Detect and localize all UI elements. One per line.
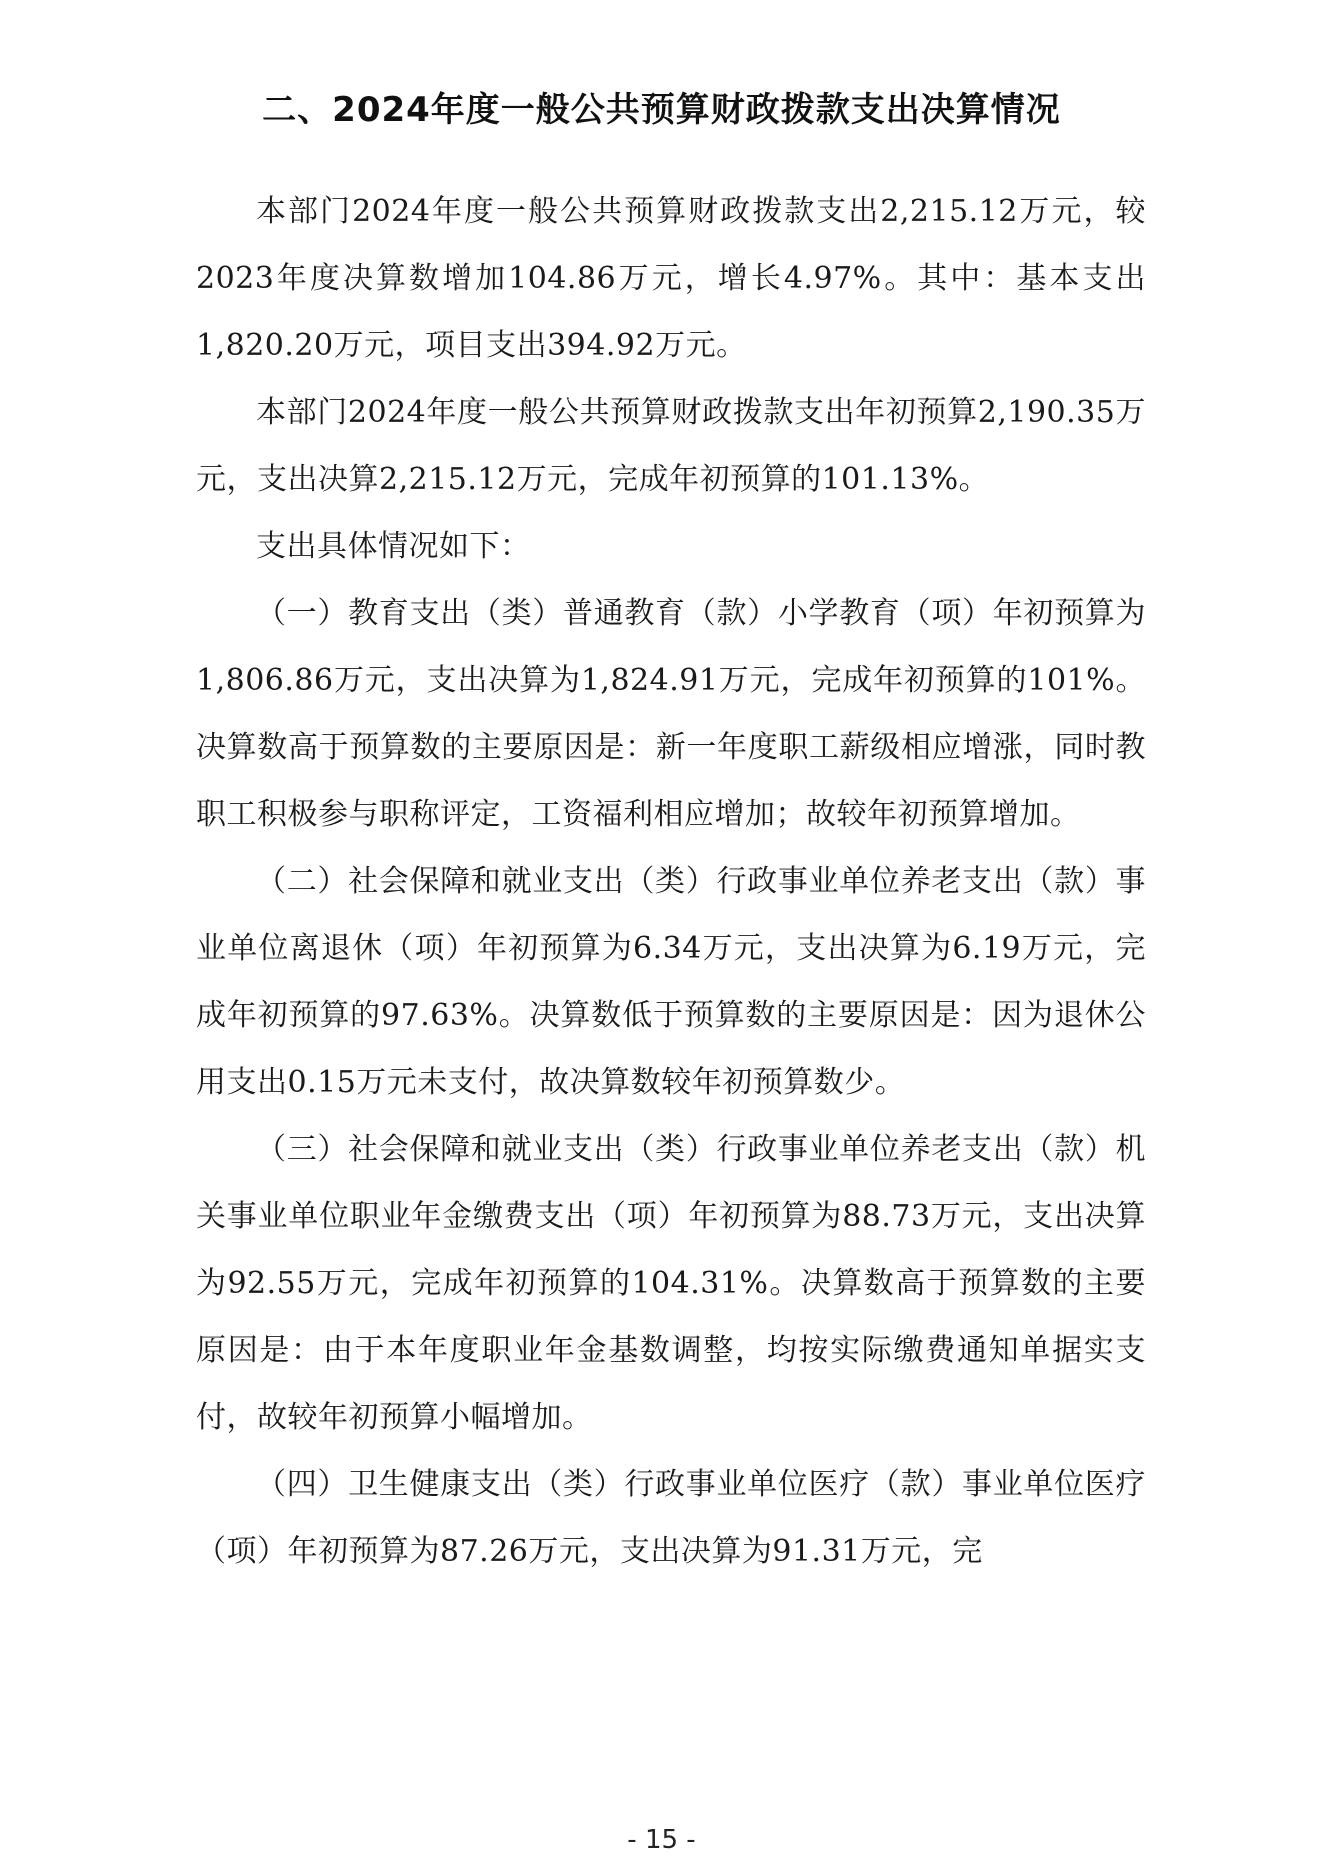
section-heading: 二、2024年度一般公共预算财政拨款支出决算情况 xyxy=(262,90,1061,130)
paragraph-item-annuity: （三）社会保障和就业支出（类）行政事业单位养老支出（款）机关事业单位职业年金缴费支出（项）年初预算为88.73万元，支出决算为92.55万元，完成年初预算的104.31%。决算数高于预算数的主要原因是：由于本年度职业年金基数调整，均按实际缴费通知单据实支付，故较年初预算小幅增加。 xyxy=(196,1132,1146,1435)
paragraph-item-medical: （四）卫生健康支出（类）行政事业单位医疗（款）事业单位医疗（项）年初预算为87.26万元，支出决算为91.31万元，完 xyxy=(196,1467,1146,1569)
paragraph-details-intro: 支出具体情况如下： xyxy=(256,529,531,564)
paragraph-budget-completion: 本部门2024年度一般公共预算财政拨款支出年初预算2,190.35万元，支出决算2,215.12万元，完成年初预算的101.13%。 xyxy=(196,395,1146,497)
document-body xyxy=(196,178,1146,1585)
paragraph-item-education: （一）教育支出（类）普通教育（款）小学教育（项）年初预算为1,806.86万元，支出决算为1,824.91万元，完成年初预算的101%。决算数高于预算数的主要原因是：新一年度职工薪级相应增涨，同时教职工积极参与职称评定，工资福利相应增加；故较年初预算增加。 xyxy=(196,596,1146,832)
page-number: - 15 - xyxy=(627,1825,696,1855)
paragraph-total-expenditure: 本部门2024年度一般公共预算财政拨款支出2,215.12万元，较2023年度决算数增加104.86万元，增长4.97%。其中：基本支出1,820.20万元，项目支出394.92万元。 xyxy=(196,194,1146,363)
paragraph-item-retirement: （二）社会保障和就业支出（类）行政事业单位养老支出（款）事业单位离退休（项）年初预算为6.34万元，支出决算为6.19万元，完成年初预算的97.63%。决算数低于预算数的主要原因是：因为退休公用支出0.15万元未支付，故决算数较年初预算数少。 xyxy=(196,864,1146,1100)
